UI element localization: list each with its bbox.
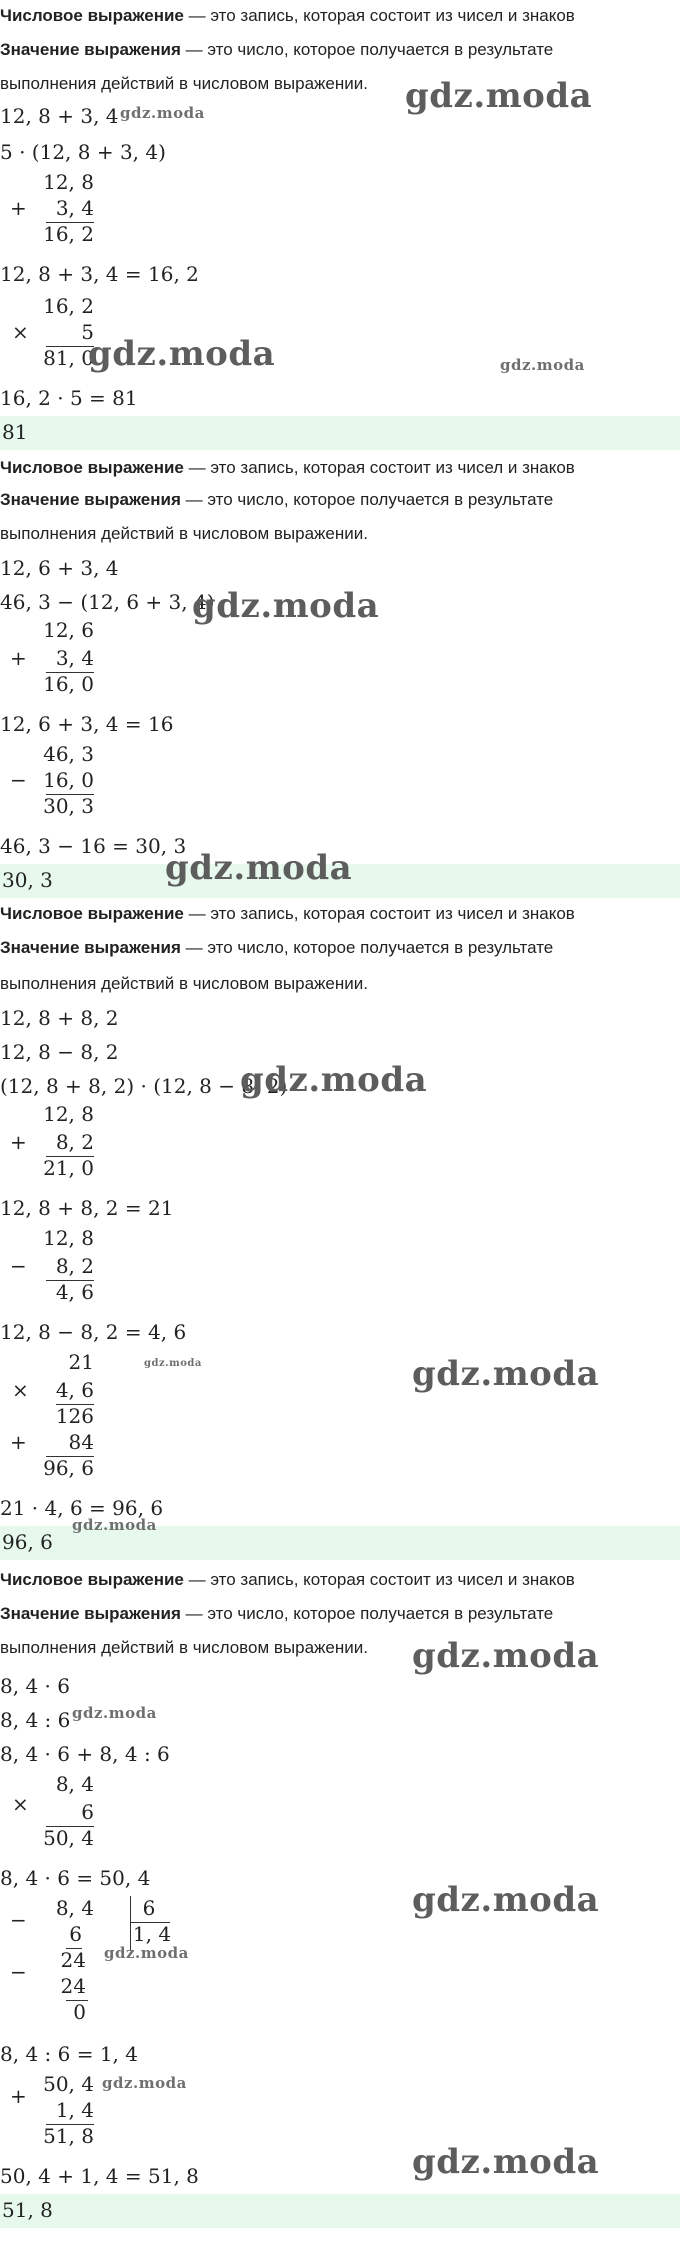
expression: (12, 8 + 8, 2) · (12, 8 − 8, 2) <box>0 1074 288 1098</box>
watermark: gdz.moda <box>144 1358 202 1369</box>
watermark: gdz.moda <box>412 1354 600 1394</box>
watermark: gdz.moda <box>240 1060 428 1100</box>
watermark: gdz.moda <box>165 848 353 888</box>
expression: 46, 3 − (12, 6 + 3, 4) <box>0 590 215 614</box>
watermark: gdz.moda <box>405 76 593 116</box>
expression: 46, 3 − 16 = 30, 3 <box>0 834 187 858</box>
definition-line-3: выполнения действий в числовом выражении. <box>0 74 368 93</box>
definition-line-1: Числовое выражение — это запись, которая состоит из чисел и знаков <box>0 458 575 477</box>
definition-line-1: Числовое выражение — это запись, которая состоит из чисел и знаков <box>0 1570 575 1589</box>
definition-line-1: Числовое выражение — это запись, которая состоит из чисел и знаков <box>0 904 575 923</box>
definition-line-2: Значение выражения — это число, которое получается в результате <box>0 40 554 59</box>
watermark: gdz.moda <box>104 1944 189 1962</box>
definition-line-2: Значение выражения — это число, которое получается в результате <box>0 938 554 957</box>
watermark: gdz.moda <box>120 104 205 122</box>
answer-bar: 30, 3 <box>0 864 680 898</box>
definition-line-3: выполнения действий в числовом выражении. <box>0 524 368 543</box>
expression: 12, 8 − 8, 2 = 4, 6 <box>0 1320 187 1344</box>
answer-bar: 96, 6 <box>0 1526 680 1560</box>
expression: 5 · (12, 8 + 3, 4) <box>0 140 166 164</box>
watermark: gdz.moda <box>88 334 276 374</box>
definition-line-1: Числовое выражение — это запись, которая состоит из чисел и знаков <box>0 6 575 25</box>
expression: 12, 8 + 8, 2 = 21 <box>0 1196 174 1220</box>
expression: 16, 2 · 5 = 81 <box>0 386 138 410</box>
definition-line-2: Значение выражения — это число, которое получается в результате <box>0 490 554 509</box>
expression: 50, 4 + 1, 4 = 51, 8 <box>0 2164 199 2188</box>
watermark: gdz.moda <box>412 1880 600 1920</box>
expression: 12, 8 + 3, 4 <box>0 104 119 128</box>
expression: 12, 8 + 3, 4 = 16, 2 <box>0 262 199 286</box>
expression: 8, 4 · 6 = 50, 4 <box>0 1866 151 1890</box>
watermark: gdz.moda <box>192 586 380 626</box>
expression: 21 · 4, 6 = 96, 6 <box>0 1496 164 1520</box>
definition-line-3: выполнения действий в числовом выражении. <box>0 1638 368 1657</box>
expression: 12, 6 + 3, 4 <box>0 556 119 580</box>
expression: 8, 4 · 6 <box>0 1674 70 1698</box>
expression: 12, 8 + 8, 2 <box>0 1006 119 1030</box>
watermark: gdz.moda <box>102 2074 187 2092</box>
expression: 8, 4 : 6 = 1, 4 <box>0 2042 138 2066</box>
watermark: gdz.moda <box>500 356 585 374</box>
definition-line-2: Значение выражения — это число, которое получается в результате <box>0 1604 554 1623</box>
expression: 12, 8 − 8, 2 <box>0 1040 119 1064</box>
expression: 12, 6 + 3, 4 = 16 <box>0 712 174 736</box>
watermark: gdz.moda <box>412 1636 600 1676</box>
watermark: gdz.moda <box>412 2142 600 2182</box>
answer-bar: 51, 8 <box>0 2194 680 2228</box>
expression: 8, 4 · 6 + 8, 4 : 6 <box>0 1742 170 1766</box>
answer-bar: 81 <box>0 416 680 450</box>
watermark: gdz.moda <box>72 1516 157 1534</box>
definition-line-3: выполнения действий в числовом выражении. <box>0 974 368 993</box>
expression: 8, 4 : 6 <box>0 1708 71 1732</box>
watermark: gdz.moda <box>72 1704 157 1722</box>
